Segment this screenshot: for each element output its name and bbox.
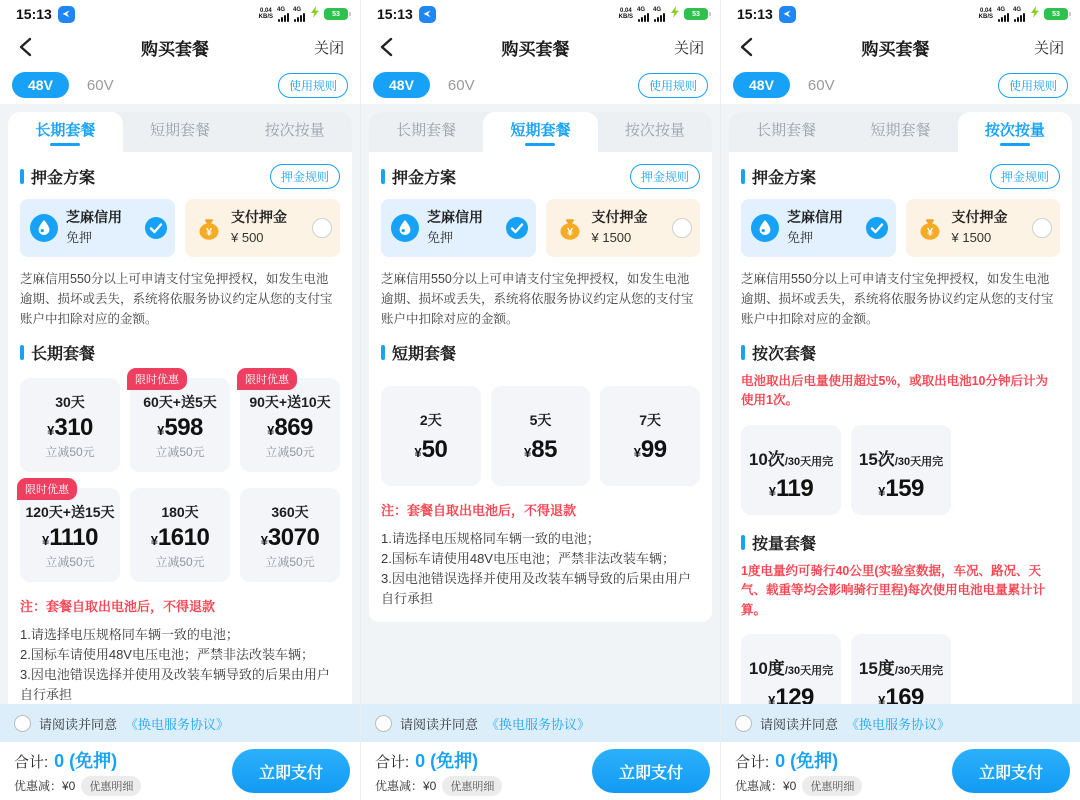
per-count-warning: 电池取出后电量使用超过5%，或取出电池10分钟后计为使用1次。 bbox=[741, 374, 1048, 408]
discount-label: 优惠减：¥0 bbox=[735, 779, 797, 793]
page-title: 购买套餐 bbox=[861, 39, 930, 59]
status-bar bbox=[721, 0, 1080, 28]
voltage-60v[interactable]: 60V bbox=[86, 76, 114, 94]
signal-icon: 4G bbox=[278, 7, 289, 22]
tab-per-use[interactable]: 按次按量 bbox=[264, 121, 325, 139]
water-drop-icon bbox=[391, 214, 419, 242]
charging-bolt-icon bbox=[310, 5, 319, 23]
tab-short-term[interactable]: 短期套餐 bbox=[483, 112, 597, 152]
pay-now-button[interactable]: 立即支付 bbox=[232, 749, 350, 793]
nav-header bbox=[721, 28, 1080, 66]
money-bag-icon bbox=[195, 214, 223, 242]
pay-deposit-option[interactable] bbox=[185, 199, 340, 257]
section-accent-bar bbox=[741, 535, 745, 550]
agreement-checkbox[interactable] bbox=[14, 715, 31, 732]
charging-bolt-icon bbox=[1030, 5, 1039, 23]
package-tabbar bbox=[8, 112, 352, 152]
plan-section-title: 长期套餐 bbox=[31, 346, 96, 363]
plan-card-90d[interactable]: 限时优惠 90天+送10天 ¥869 立减50元 bbox=[240, 378, 340, 472]
section-accent-bar bbox=[20, 169, 24, 184]
zhima-sub: 免押 bbox=[787, 230, 814, 245]
status-bar bbox=[0, 0, 360, 28]
pay-deposit-title: 支付押金 bbox=[591, 209, 648, 225]
back-button[interactable] bbox=[737, 36, 761, 58]
plan-card-120d[interactable]: 限时优惠 120天+送15天 ¥1110 立减50元 bbox=[20, 488, 120, 582]
deposit-description: 芝麻信用550分以上可申请支付宝免押授权，如发生电池逾期、损坏或丢失，系统将依服务协议约定从您的支付宝账户中扣除对应的金额。 bbox=[741, 272, 1054, 326]
usage-rules-button[interactable]: 使用规则 bbox=[998, 73, 1068, 98]
content-area bbox=[361, 104, 720, 704]
location-arrow-icon bbox=[58, 6, 75, 23]
money-bag-icon bbox=[916, 214, 944, 242]
zhima-sub: 免押 bbox=[66, 230, 93, 245]
tab-per-use[interactable]: 按次按量 bbox=[958, 112, 1072, 152]
section-accent-bar bbox=[381, 345, 385, 360]
network-speed: 0.04 KB/S bbox=[258, 8, 273, 20]
pay-deposit-amount: ¥ 1500 bbox=[951, 230, 992, 245]
discount-label: 优惠减：¥0 bbox=[14, 779, 76, 793]
zhima-sub: 免押 bbox=[427, 230, 454, 245]
agreement-bar bbox=[0, 704, 360, 742]
discount-detail-button[interactable]: 优惠明细 bbox=[442, 776, 502, 796]
plan-card-180d[interactable]: 180天 ¥1610 立减50元 bbox=[130, 488, 230, 582]
battery-icon: 53 bbox=[684, 8, 708, 20]
pay-deposit-option[interactable] bbox=[906, 199, 1061, 257]
voltage-48v-pill[interactable]: 48V bbox=[373, 72, 430, 98]
check-icon bbox=[506, 217, 528, 239]
plan-section-title: 短期套餐 bbox=[392, 346, 457, 363]
tab-long-term[interactable]: 长期套餐 bbox=[396, 121, 457, 139]
per-volume-section-title: 按量套餐 bbox=[752, 535, 817, 553]
agreement-text: 请阅读并同意 bbox=[39, 716, 118, 732]
no-refund-note: 注：套餐自取出电池后，不得退款 bbox=[381, 503, 577, 518]
note-item-2: 2.国标车请使用48V电压电池；严禁非法改装车辆； bbox=[20, 647, 314, 663]
location-arrow-icon bbox=[779, 6, 796, 23]
limited-offer-badge: 限时优惠 bbox=[127, 368, 187, 390]
clock: 15:13 bbox=[16, 6, 52, 22]
phone-screen-per-use bbox=[720, 0, 1080, 800]
voltage-60v[interactable]: 60V bbox=[807, 76, 835, 94]
section-accent-bar bbox=[741, 345, 745, 360]
plan-card-10times[interactable]: 10次/30天用完 ¥119 bbox=[741, 425, 841, 515]
total-label: 合计: bbox=[375, 753, 410, 771]
pay-deposit-amount: ¥ 1500 bbox=[591, 230, 632, 245]
discount-detail-button[interactable]: 优惠明细 bbox=[802, 776, 862, 796]
package-tabbar bbox=[729, 112, 1072, 152]
plan-card-5d[interactable]: 5天 ¥85 bbox=[491, 386, 591, 486]
section-accent-bar bbox=[741, 169, 745, 184]
deposit-description: 芝麻信用550分以上可申请支付宝免押授权，如发生电池逾期、损坏或丢失，系统将依服务协议约定从您的支付宝账户中扣除对应的金额。 bbox=[381, 272, 694, 326]
signal-icon: 4G bbox=[638, 7, 649, 22]
section-accent-bar bbox=[381, 169, 385, 184]
plan-card-15kwh[interactable]: 15度/30天用完 ¥169 bbox=[851, 634, 951, 704]
deposit-rules-button[interactable]: 押金规则 bbox=[630, 164, 700, 189]
zhima-title: 芝麻信用 bbox=[66, 209, 122, 225]
per-volume-warning: 1度电量约可骑行40公里(实验室数据，车况、路况、天气、载重等均会影响骑行里程)每次使用电池电量累计计算。 bbox=[741, 563, 1046, 617]
close-button[interactable]: 关闭 bbox=[313, 39, 344, 57]
nav-header bbox=[0, 28, 360, 66]
plan-card-2d[interactable]: 2天 ¥50 bbox=[381, 386, 481, 486]
voltage-60v[interactable]: 60V bbox=[447, 76, 475, 94]
radio-unchecked-icon[interactable] bbox=[672, 218, 692, 238]
discount-detail-button[interactable]: 优惠明细 bbox=[81, 776, 141, 796]
agreement-bar bbox=[721, 704, 1080, 742]
pay-now-button[interactable]: 立即支付 bbox=[592, 749, 710, 793]
tab-per-use[interactable]: 按次按量 bbox=[624, 121, 685, 139]
note-item-3: 3.因电池错误选择并使用及改装车辆导致的后果由用户自行承担 bbox=[381, 571, 691, 607]
pay-deposit-option[interactable] bbox=[546, 199, 701, 257]
pay-deposit-amount: ¥ 500 bbox=[231, 230, 264, 245]
note-item-3: 3.因电池错误选择并使用及改装车辆导致的后果由用户自行承担 bbox=[20, 667, 330, 703]
service-agreement-link[interactable]: 《换电服务协议》 bbox=[846, 716, 951, 732]
zhima-title: 芝麻信用 bbox=[787, 209, 843, 225]
pay-now-button[interactable]: 立即支付 bbox=[952, 749, 1070, 793]
section-accent-bar bbox=[20, 345, 24, 360]
agreement-text: 请阅读并同意 bbox=[760, 716, 839, 732]
content-area bbox=[0, 104, 360, 704]
zhima-credit-option[interactable] bbox=[381, 199, 536, 257]
checkout-footer bbox=[361, 742, 720, 800]
tab-short-term[interactable]: 短期套餐 bbox=[870, 121, 931, 139]
location-arrow-icon bbox=[419, 6, 436, 23]
battery-icon: 53 bbox=[324, 8, 348, 20]
signal-icon: 4G bbox=[998, 7, 1009, 22]
checkout-footer bbox=[721, 742, 1080, 800]
deposit-rules-button[interactable]: 押金规则 bbox=[990, 164, 1060, 189]
plan-card-15times[interactable]: 15次/30天用完 ¥159 bbox=[851, 425, 951, 515]
limited-offer-badge: 限时优惠 bbox=[17, 478, 77, 500]
phone-screen-long-term bbox=[0, 0, 360, 800]
plan-card-360d[interactable]: 360天 ¥3070 立减50元 bbox=[240, 488, 340, 582]
voltage-48v-pill[interactable]: 48V bbox=[12, 72, 69, 98]
plan-card-30d[interactable]: 30天 ¥310 立减50元 bbox=[20, 378, 120, 472]
note-item-1: 1.请选择电压规格同车辆一致的电池； bbox=[381, 531, 600, 546]
service-agreement-link[interactable]: 《换电服务协议》 bbox=[125, 716, 230, 732]
service-agreement-link[interactable]: 《换电服务协议》 bbox=[486, 716, 591, 732]
note-item-1: 1.请选择电压规格同车辆一致的电池； bbox=[20, 627, 239, 642]
clock: 15:13 bbox=[377, 6, 413, 22]
money-bag-icon bbox=[556, 214, 584, 242]
agreement-text: 请阅读并同意 bbox=[400, 716, 479, 732]
usage-rules-button[interactable]: 使用规则 bbox=[638, 73, 708, 98]
page-title: 购买套餐 bbox=[501, 39, 570, 59]
deposit-description: 芝麻信用550分以上可申请支付宝免押授权，如发生电池逾期、损坏或丢失，系统将依服务协议约定从您的支付宝账户中扣除对应的金额。 bbox=[20, 272, 333, 326]
total-value: 0 (免押) bbox=[54, 750, 118, 771]
voltage-48v-pill[interactable]: 48V bbox=[733, 72, 790, 98]
status-bar bbox=[361, 0, 720, 28]
water-drop-icon bbox=[30, 214, 58, 242]
zhima-title: 芝麻信用 bbox=[427, 209, 483, 225]
tab-short-term[interactable]: 短期套餐 bbox=[150, 121, 211, 139]
radio-unchecked-icon[interactable] bbox=[312, 218, 332, 238]
pay-deposit-title: 支付押金 bbox=[951, 209, 1008, 225]
deposit-section-title: 押金方案 bbox=[392, 170, 457, 187]
page-title: 购买套餐 bbox=[141, 39, 209, 59]
checkout-footer bbox=[0, 742, 360, 800]
back-button[interactable] bbox=[16, 36, 40, 58]
plan-card-60d[interactable]: 限时优惠 60天+送5天 ¥598 立减50元 bbox=[130, 378, 230, 472]
content-area bbox=[721, 104, 1080, 704]
voltage-selector bbox=[721, 66, 1080, 104]
close-button[interactable]: 关闭 bbox=[673, 39, 704, 57]
zhima-credit-option[interactable] bbox=[20, 199, 175, 257]
total-label: 合计: bbox=[735, 753, 770, 771]
close-button[interactable]: 关闭 bbox=[1033, 39, 1064, 57]
total-label: 合计: bbox=[14, 753, 49, 771]
nav-header bbox=[361, 28, 720, 66]
network-speed: 0.04 KB/S bbox=[978, 8, 993, 20]
signal-icon-2: 4G bbox=[654, 7, 665, 22]
plan-card-7d[interactable]: 7天 ¥99 bbox=[600, 386, 700, 486]
radio-unchecked-icon[interactable] bbox=[1032, 218, 1052, 238]
note-item-2: 2.国标车请使用48V电压电池；严禁非法改装车辆； bbox=[381, 551, 675, 567]
deposit-rules-button[interactable]: 押金规则 bbox=[270, 164, 340, 189]
network-speed: 0.04 KB/S bbox=[618, 8, 633, 20]
phone-screen-short-term bbox=[360, 0, 720, 800]
per-count-section-title: 按次套餐 bbox=[752, 346, 817, 363]
discount-label: 优惠减：¥0 bbox=[375, 779, 437, 793]
clock: 15:13 bbox=[737, 6, 773, 22]
agreement-bar bbox=[361, 704, 720, 742]
battery-icon: 53 bbox=[1044, 8, 1068, 20]
package-tabbar bbox=[369, 112, 712, 152]
limited-offer-badge: 限时优惠 bbox=[237, 368, 297, 390]
deposit-section-title: 押金方案 bbox=[31, 170, 96, 187]
pay-deposit-title: 支付押金 bbox=[231, 209, 287, 225]
deposit-section-title: 押金方案 bbox=[752, 170, 817, 187]
water-drop-icon bbox=[751, 214, 779, 242]
total-value: 0 (免押) bbox=[775, 750, 839, 771]
plan-card-10kwh[interactable]: 10度/30天用完 ¥129 bbox=[741, 634, 841, 704]
voltage-selector bbox=[361, 66, 720, 104]
agreement-checkbox[interactable] bbox=[735, 715, 752, 732]
no-refund-note: 注：套餐自取出电池后，不得退款 bbox=[20, 599, 216, 614]
usage-rules-button[interactable]: 使用规则 bbox=[278, 73, 348, 98]
signal-icon-2: 4G bbox=[294, 7, 305, 22]
back-button[interactable] bbox=[377, 36, 401, 58]
total-value: 0 (免押) bbox=[415, 750, 479, 771]
tab-long-term[interactable]: 长期套餐 bbox=[8, 112, 123, 152]
check-icon bbox=[866, 217, 888, 239]
agreement-checkbox[interactable] bbox=[375, 715, 392, 732]
charging-bolt-icon bbox=[670, 5, 679, 23]
tab-long-term[interactable]: 长期套餐 bbox=[756, 121, 817, 139]
signal-icon-2: 4G bbox=[1014, 7, 1025, 22]
check-icon bbox=[145, 217, 167, 239]
zhima-credit-option[interactable] bbox=[741, 199, 896, 257]
voltage-selector bbox=[0, 66, 360, 104]
